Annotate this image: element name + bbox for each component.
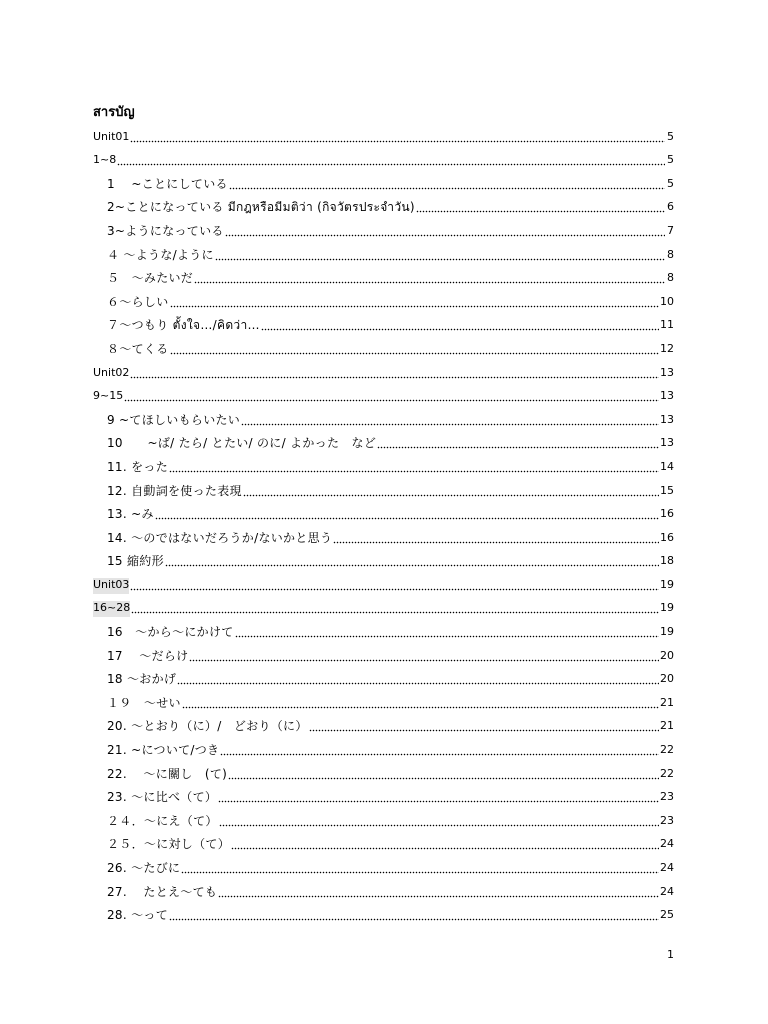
toc-entry[interactable] (93, 853, 674, 877)
toc-entry-label: 10 ~ば/ たら/ とたい/ のに/ よかった など (107, 436, 377, 451)
toc-entry[interactable] (93, 382, 674, 406)
toc-entry-page: 22 (660, 743, 674, 757)
toc-entry[interactable] (93, 122, 674, 146)
toc-entry[interactable] (93, 806, 674, 830)
toc-entry[interactable] (93, 311, 674, 335)
toc-entry-page: 16 (660, 507, 674, 521)
toc-entry-label: 18 ～おかげ (107, 672, 177, 687)
toc-entry-label: 11. をった (107, 459, 168, 474)
toc-entry-page: 23 (660, 813, 674, 827)
toc-entry-page: 8 (667, 271, 674, 285)
toc-entry[interactable] (93, 429, 674, 453)
dot-leader (165, 553, 659, 567)
toc-entry-page: 6 (667, 200, 674, 214)
toc-entry[interactable] (93, 358, 674, 382)
dot-leader (124, 388, 659, 402)
toc-entry-label: ２４．～にえ（て） (107, 813, 218, 828)
toc-entry[interactable] (93, 877, 674, 901)
toc-entry[interactable] (93, 617, 674, 641)
toc-entry-label: 21. ~について/つき (107, 743, 220, 758)
toc-entry-label: 1 ~ことにしている (107, 176, 228, 191)
toc-entry-page: 20 (660, 648, 674, 662)
dot-leader (220, 742, 659, 756)
toc-entry[interactable] (93, 547, 674, 571)
dot-leader (130, 577, 659, 591)
dot-leader (169, 907, 659, 921)
toc-entry-page: 10 (660, 294, 674, 308)
dot-leader (117, 152, 665, 166)
dot-leader (235, 624, 659, 638)
toc-entry-label: ７～つもり ตั้งใจ…/คิดว่า… (107, 318, 260, 333)
dot-leader (261, 317, 659, 331)
dot-leader (181, 860, 659, 874)
toc-entry[interactable] (93, 216, 674, 240)
toc-entry-label: 9~15 (93, 389, 124, 403)
toc-entry-label: ２５．～に対し（て） (107, 837, 231, 852)
dot-leader (189, 648, 659, 662)
toc-entry-label: 22. ～に關し (て) (107, 766, 228, 781)
dot-leader (131, 600, 659, 614)
toc-entry[interactable] (93, 500, 674, 524)
toc-entry[interactable] (93, 523, 674, 547)
toc-entry-label: 23. ～に比べ（て） (107, 790, 218, 805)
dot-leader (218, 884, 659, 898)
toc-entry-page: 13 (660, 365, 674, 379)
dot-leader (416, 199, 665, 213)
toc-entry-page: 24 (660, 884, 674, 898)
dot-leader (377, 435, 659, 449)
dot-leader (309, 718, 659, 732)
toc-entry-page: 18 (660, 554, 674, 568)
toc-entry-page: 13 (660, 389, 674, 403)
toc-entry[interactable] (93, 665, 674, 689)
dot-leader (243, 483, 659, 497)
toc-entry-label: 9 ~てほしいもらいたい (107, 412, 241, 427)
toc-entry-label: Unit02 (93, 365, 130, 379)
toc-entry[interactable] (93, 783, 674, 807)
toc-entry[interactable] (93, 240, 674, 264)
toc-entry[interactable] (93, 594, 674, 618)
dot-leader (231, 836, 659, 850)
toc-entry-page: 8 (667, 247, 674, 261)
toc-entry-label: 16 ～から～にかけて (107, 625, 234, 640)
toc-entry-page: 24 (660, 861, 674, 874)
toc-entry[interactable] (93, 405, 674, 429)
toc-title: สารบัญ (93, 105, 135, 120)
toc-entry-page: 23 (660, 790, 674, 804)
toc-entry-page: 22 (660, 766, 674, 780)
dot-leader (130, 129, 665, 143)
toc-entry[interactable] (93, 688, 674, 712)
toc-entry-label: 14. ～のではないだろうか/ないかと思う (107, 530, 333, 545)
toc-entry[interactable] (93, 169, 674, 193)
toc-entry-label: 1~8 (93, 153, 117, 167)
dot-leader (333, 530, 659, 544)
dot-leader (228, 766, 659, 780)
toc-entry-page: 19 (660, 577, 674, 591)
toc-entry-page: 13 (660, 412, 674, 426)
toc-entry-label: Unit03 (93, 578, 129, 594)
toc-entry-page: 19 (660, 601, 674, 615)
dot-leader (170, 294, 659, 308)
toc-entry-page: 5 (667, 176, 674, 190)
toc-entry-page: 21 (660, 719, 674, 733)
toc-entry-label: 15 縮約形 (107, 554, 164, 569)
dot-leader (130, 365, 659, 379)
table-of-contents (93, 122, 674, 924)
toc-entry-page: 7 (667, 223, 674, 237)
dot-leader (182, 695, 659, 709)
toc-entry[interactable] (93, 735, 674, 759)
toc-entry[interactable] (93, 830, 674, 854)
toc-entry-page: 11 (660, 318, 674, 332)
toc-entry[interactable] (93, 759, 674, 783)
dot-leader (194, 270, 665, 284)
toc-entry-page: 15 (660, 483, 674, 497)
toc-entry[interactable] (93, 334, 674, 358)
dot-leader (215, 247, 665, 261)
dot-leader (177, 671, 659, 685)
toc-entry-page: 20 (660, 672, 674, 686)
toc-entry[interactable] (93, 712, 674, 736)
dot-leader (225, 223, 665, 237)
dot-leader (219, 813, 659, 827)
dot-leader (229, 176, 665, 190)
toc-entry-page: 25 (660, 908, 674, 922)
toc-entry[interactable] (93, 901, 674, 925)
toc-entry[interactable] (93, 570, 674, 594)
toc-entry-label: 20. ～とおり（に）/ どおり（に） (107, 719, 308, 734)
toc-entry-page: 24 (660, 837, 674, 851)
toc-entry-label: 27. たとえ～ても (107, 884, 218, 899)
toc-entry-page: 14 (660, 459, 674, 473)
toc-entry[interactable] (93, 476, 674, 500)
toc-entry-page: 19 (660, 625, 674, 639)
toc-entry-label: ４ ～ような/ように (107, 247, 214, 262)
dot-leader (155, 506, 659, 520)
toc-entry-label: 2~ことになっている มีกฎหรือมีมติว่า (กิจวัตรประจำวัน) (107, 200, 415, 215)
toc-entry-page: 21 (660, 695, 674, 709)
toc-entry-label: ５ ～みたいだ (107, 271, 194, 286)
toc-entry[interactable] (93, 287, 674, 311)
toc-entry-label: 26. ～たびに (107, 861, 181, 875)
page-number: 1 (667, 948, 674, 961)
toc-entry-label: 17 ～だらけ (107, 648, 189, 663)
dot-leader (170, 341, 659, 355)
dot-leader (169, 459, 659, 473)
toc-entry[interactable] (93, 452, 674, 476)
toc-entry-page: 12 (660, 341, 674, 355)
toc-entry-page: 5 (667, 129, 674, 143)
toc-entry-page: 16 (660, 530, 674, 544)
toc-entry[interactable] (93, 641, 674, 665)
toc-entry-label: Unit01 (93, 129, 130, 143)
toc-entry-page: 13 (660, 436, 674, 450)
toc-entry-label: 3~ようになっている (107, 223, 224, 238)
toc-entry[interactable] (93, 193, 674, 217)
dot-leader (241, 412, 659, 426)
toc-entry-label: 16~28 (93, 601, 130, 617)
toc-entry-page: 5 (667, 153, 674, 167)
toc-entry-label: ６～らしい (107, 294, 169, 309)
toc-entry-label: 13. ~み (107, 507, 154, 522)
toc-entry-label: 12. 自動詞を使った表現 (107, 483, 242, 498)
toc-entry-label: １９ ～せい (107, 695, 181, 710)
toc-entry-label: ８～てくる (107, 341, 169, 356)
toc-entry-label: 28. ～って (107, 908, 168, 923)
dot-leader (218, 789, 659, 803)
toc-entry[interactable] (93, 264, 674, 288)
toc-entry[interactable] (93, 146, 674, 170)
